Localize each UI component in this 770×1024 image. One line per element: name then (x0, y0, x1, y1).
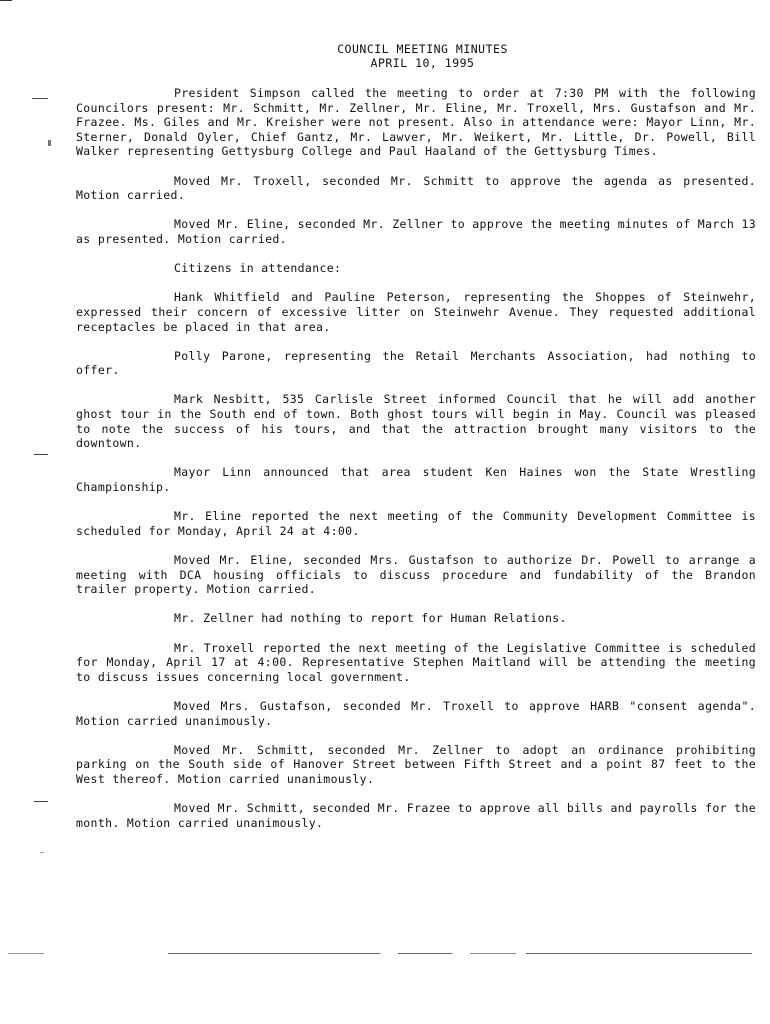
paragraph-legislative: Mr. Troxell reported the next meeting of the Legislative Committee is scheduled for Monday, April 17 at 4:00. Representative Stephen Maitland will be attending the meeting to discuss issues concerning local government. (76, 640, 756, 684)
minutes-body (76, 86, 756, 845)
scan-corner-mark (0, 0, 12, 1)
document-header (0, 42, 770, 70)
paragraph-bills-payrolls: Moved Mr. Schmitt, seconded Mr. Frazee to approve all bills and payrolls for the month. Motion carried unanimously. (76, 801, 756, 830)
paragraph-dca-housing: Moved Mr. Eline, seconded Mrs. Gustafson to authorize Dr. Powell to arrange a meeting with DCA housing officials to discuss procedure and fundability of the Brandon trailer property. Motion carried. (76, 553, 756, 597)
paragraph-agenda-approval: Moved Mr. Troxell, seconded Mr. Schmitt to approve the agenda as presented. Motion carried. (76, 173, 756, 203)
paragraph-parking-ordinance: Moved Mr. Schmitt, seconded Mr. Zellner to adopt an ordinance prohibiting parking on the South side of Hanover Street between Fifth Street and a point 87 feet to the West thereof. Motion carried unanimously. (76, 742, 756, 786)
document-title: COUNCIL MEETING MINUTES (337, 42, 508, 56)
paragraph-call-to-order: President Simpson called the meeting to order at 7:30 PM with the following Councilors present: Mr. Schmitt, Mr. Zellner, Mr. Eline, Mr. Troxell, Mrs. Gustafson and Mr. Frazee. Ms. Giles and Mr. Kreisher were not present. Also in attendance were: Mayor Linn, Mr. Sterner, Donald Oyler, Chief Gantz, Mr. Lawver, Mr. Weikert, Mr. Little, Dr. Powell, Bill Walker representing Gettysburg College and Paul Haaland of the Gettysburg Times. (76, 86, 756, 159)
bottom-rule (470, 953, 516, 954)
bottom-rule (168, 953, 380, 954)
bottom-rule (526, 953, 752, 954)
paragraph-human-relations: Mr. Zellner had nothing to report for Human Relations. (174, 611, 567, 626)
paragraph-steinwehr-litter: Hank Whitfield and Pauline Peterson, representing the Shoppes of Steinwehr, expressed their concern of excessive litter on Steinwehr Avenue. They requested additional receptacles be placed in that area. (76, 290, 756, 334)
bottom-rule (398, 953, 452, 954)
margin-tick-mark (34, 454, 48, 455)
paragraph-harb: Moved Mrs. Gustafson, seconded Mr. Troxell to approve HARB "consent agenda". Motion carried unanimously. (76, 698, 756, 728)
paragraph-minutes-approval: Moved Mr. Eline, seconded Mr. Zellner to approve the meeting minutes of March 13 as presented. Motion carried. (76, 217, 756, 246)
paragraph-citizens-heading: Citizens in attendance: (174, 261, 342, 276)
paragraph-ghost-tours: Mark Nesbitt, 535 Carlisle Street informed Council that he will add another ghost tour in the South end of town. Both ghost tours will begin in May. Council was pleased to note the success of his tours, and that the attraction brought many visitors to the downtown. (76, 392, 756, 451)
bottom-rule-fragment (8, 953, 44, 954)
margin-speck (48, 140, 51, 146)
paragraph-retail-merchants: Polly Parone, representing the Retail Merchants Association, had nothing to offer. (76, 348, 756, 378)
margin-tick-mark (34, 801, 48, 802)
document-date: APRIL 10, 1995 (370, 56, 475, 70)
margin-speck (40, 852, 44, 853)
paragraph-community-development: Mr. Eline reported the next meeting of the Community Development Committee is scheduled for Monday, April 24 at 4:00. (76, 509, 756, 538)
paragraph-wrestling: Mayor Linn announced that area student Ken Haines won the State Wrestling Championship. (76, 465, 756, 495)
margin-tick-mark (32, 98, 48, 99)
